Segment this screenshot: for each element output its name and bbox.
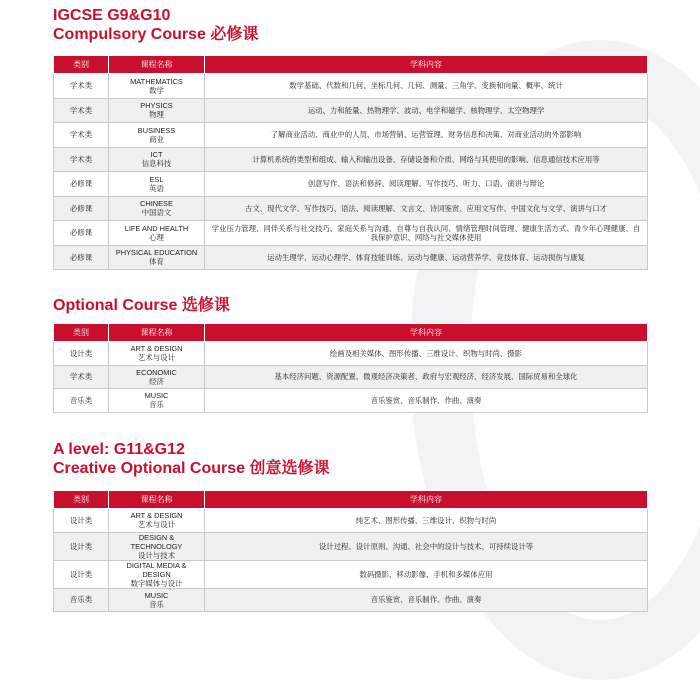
content-cell: 纯艺术、图形传播、三维设计、织物与时尚 [205, 509, 648, 533]
category-cell: 音乐类 [54, 389, 109, 413]
category-cell: 必修课 [54, 221, 109, 246]
course-name-header: 课程名称 [109, 324, 205, 342]
table-row [54, 172, 648, 197]
table-row [54, 123, 648, 148]
section-title-line2: Creative Optional Course 创意选修课 [53, 460, 330, 477]
content-cell: 绘画及相关媒体、图形传播、三维设计、织物与时尚、摄影 [205, 342, 648, 366]
course-name-en: MATHEMATICS [130, 76, 183, 86]
category-header: 类别 [54, 324, 109, 342]
optional-course-table [53, 323, 648, 413]
table-row [54, 196, 648, 221]
category-cell: 设计类 [54, 532, 109, 560]
category-header: 类别 [54, 56, 109, 74]
category-cell: 学术类 [54, 98, 109, 123]
course-name-en: LIFE AND HEALTH [124, 223, 189, 233]
course-name-cell [109, 123, 205, 148]
table-row [54, 509, 648, 533]
course-name-cn: 经济 [149, 376, 164, 386]
table-row [54, 221, 648, 246]
content-cell: 基本经济问题、资源配置、微观经济决策者、政府与宏观经济、经济发展、国际贸易和全球化 [205, 365, 648, 389]
course-name-cell [109, 221, 205, 246]
course-name-cn: 英语 [149, 183, 164, 193]
course-name-cn: 音乐 [149, 599, 164, 609]
course-name-cell [109, 509, 205, 533]
course-name-cell [109, 172, 205, 197]
table-row [54, 98, 648, 123]
content-cell: 了解商业活动、商业中的人员、市场营销、运营管理、财务信息和决策、对商业活动的外部影响 [205, 123, 648, 148]
section-title-line1: A level: G11&G12 [53, 441, 185, 458]
course-name-cn: 设计与技术 [138, 550, 175, 560]
course-name-en: ART & DESIGN [130, 511, 183, 521]
category-header: 类别 [54, 491, 109, 509]
course-name-cell [109, 245, 205, 270]
content-cell: 音乐鉴赏、音乐制作、作曲、演奏 [205, 389, 648, 413]
course-name-cn: 音乐 [149, 400, 164, 410]
category-cell: 必修课 [54, 196, 109, 221]
course-name-cn: 体育 [149, 257, 164, 267]
category-cell: 设计类 [54, 342, 109, 366]
content-cell: 计算机系统的类型和组成、输入和输出设备、存储设备和介质、网络与其使用的影响、信息通信技术应用等 [205, 147, 648, 172]
alevel-creative-section [53, 440, 648, 612]
content-cell: 古文、现代文学、写作技巧、语法、阅读理解、文言文、诗词鉴赏、应用文写作、中国文化与文学、演讲与口才 [205, 196, 648, 221]
course-name-cell [109, 560, 205, 588]
table-row [54, 588, 648, 612]
table-row [54, 365, 648, 389]
compulsory-course-table [53, 55, 648, 270]
table-row [54, 342, 648, 366]
table-row [54, 74, 648, 99]
category-cell: 学术类 [54, 123, 109, 148]
category-cell: 必修课 [54, 172, 109, 197]
table-row [54, 389, 648, 413]
content-cell: 数学基础、代数和几何、坐标几何、几何、测量、三角学、变换和向量、概率、统计 [205, 74, 648, 99]
table-row [54, 245, 648, 270]
course-name-en: BUSINESS [137, 125, 176, 135]
course-name-cell [109, 196, 205, 221]
course-name-en: ECONOMIC [136, 367, 177, 377]
content-cell: 设计过程、设计原则、沟通、社会中的设计与技术、可持续设计等 [205, 532, 648, 560]
section-title-line1: IGCSE G9&G10 [53, 7, 171, 24]
section-title-line2: Compulsory Course 必修课 [53, 26, 259, 43]
course-name-cn: 心理 [149, 232, 164, 242]
content-cell: 学业压力管理、同伴关系与社交技巧、家庭关系与沟通、自尊与自我认同、情绪管理时间管理、健康生活方式、青少年心理健康、自我保护意识、网络与社交媒体使用 [205, 221, 648, 246]
content-header: 学科内容 [205, 56, 648, 74]
course-name-en: MUSIC [144, 391, 169, 401]
category-cell: 学术类 [54, 74, 109, 99]
content-header: 学科内容 [205, 491, 648, 509]
category-cell: 音乐类 [54, 588, 109, 612]
course-name-cell [109, 147, 205, 172]
course-name-cell [109, 342, 205, 366]
course-name-cn: 艺术与设计 [138, 353, 175, 363]
table-header-row [54, 324, 648, 342]
content-cell: 运动生理学、运动心理学、体育技能训练、运动与健康、运动营养学、竞技体育、运动损伤与康复 [205, 245, 648, 270]
content-cell: 创意写作、语法和修辞、阅读理解、写作技巧、听力、口语、演讲与辩论 [205, 172, 648, 197]
course-name-en: CHINESE [140, 199, 173, 209]
creative-course-table [53, 490, 648, 612]
course-name-cn: 数学 [149, 85, 164, 95]
category-cell: 学术类 [54, 147, 109, 172]
course-name-cn: 信息科技 [141, 159, 172, 169]
course-name-cn: 数字媒体与设计 [130, 578, 183, 588]
course-name-cn: 中国语文 [141, 208, 172, 218]
course-name-en: ESL [149, 174, 164, 184]
category-cell: 设计类 [54, 560, 109, 588]
course-name-cell [109, 532, 205, 560]
content-cell: 音乐鉴赏、音乐制作、作曲、演奏 [205, 588, 648, 612]
section-title-line1: Optional Course 选修课 [53, 297, 230, 314]
course-name-en: MUSIC [144, 590, 169, 600]
table-row [54, 560, 648, 588]
course-name-header: 课程名称 [109, 56, 205, 74]
course-name-cn: 物理 [149, 110, 164, 120]
course-name-cell [109, 98, 205, 123]
igcse-compulsory-section [53, 6, 648, 270]
course-name-cn: 艺术与设计 [138, 520, 175, 530]
course-name-en: ART & DESIGN [130, 344, 183, 354]
course-name-en: DIGITAL MEDIA & DESIGN [126, 560, 187, 579]
category-cell: 必修课 [54, 245, 109, 270]
table-row [54, 532, 648, 560]
content-cell: 数码摄影、移动影像、手机和多媒体应用 [205, 560, 648, 588]
course-name-en: ICT [150, 150, 163, 160]
category-cell: 学术类 [54, 365, 109, 389]
course-name-en: PHYSICAL EDUCATION [115, 248, 198, 258]
course-name-cn: 商业 [149, 134, 164, 144]
table-header-row [54, 56, 648, 74]
course-name-cell [109, 389, 205, 413]
course-name-cell [109, 588, 205, 612]
optional-course-section [53, 296, 648, 413]
table-header-row [54, 491, 648, 509]
content-header: 学科内容 [205, 324, 648, 342]
course-name-header: 课程名称 [109, 491, 205, 509]
table-row [54, 147, 648, 172]
course-name-cell [109, 365, 205, 389]
content-cell: 运动、力和能量、热物理学、波动、电学和磁学、核物理学、太空物理学 [205, 98, 648, 123]
course-name-en: DESIGN & TECHNOLOGY [130, 532, 183, 551]
course-name-cell [109, 74, 205, 99]
course-name-en: PHYSICS [140, 101, 173, 111]
category-cell: 设计类 [54, 509, 109, 533]
